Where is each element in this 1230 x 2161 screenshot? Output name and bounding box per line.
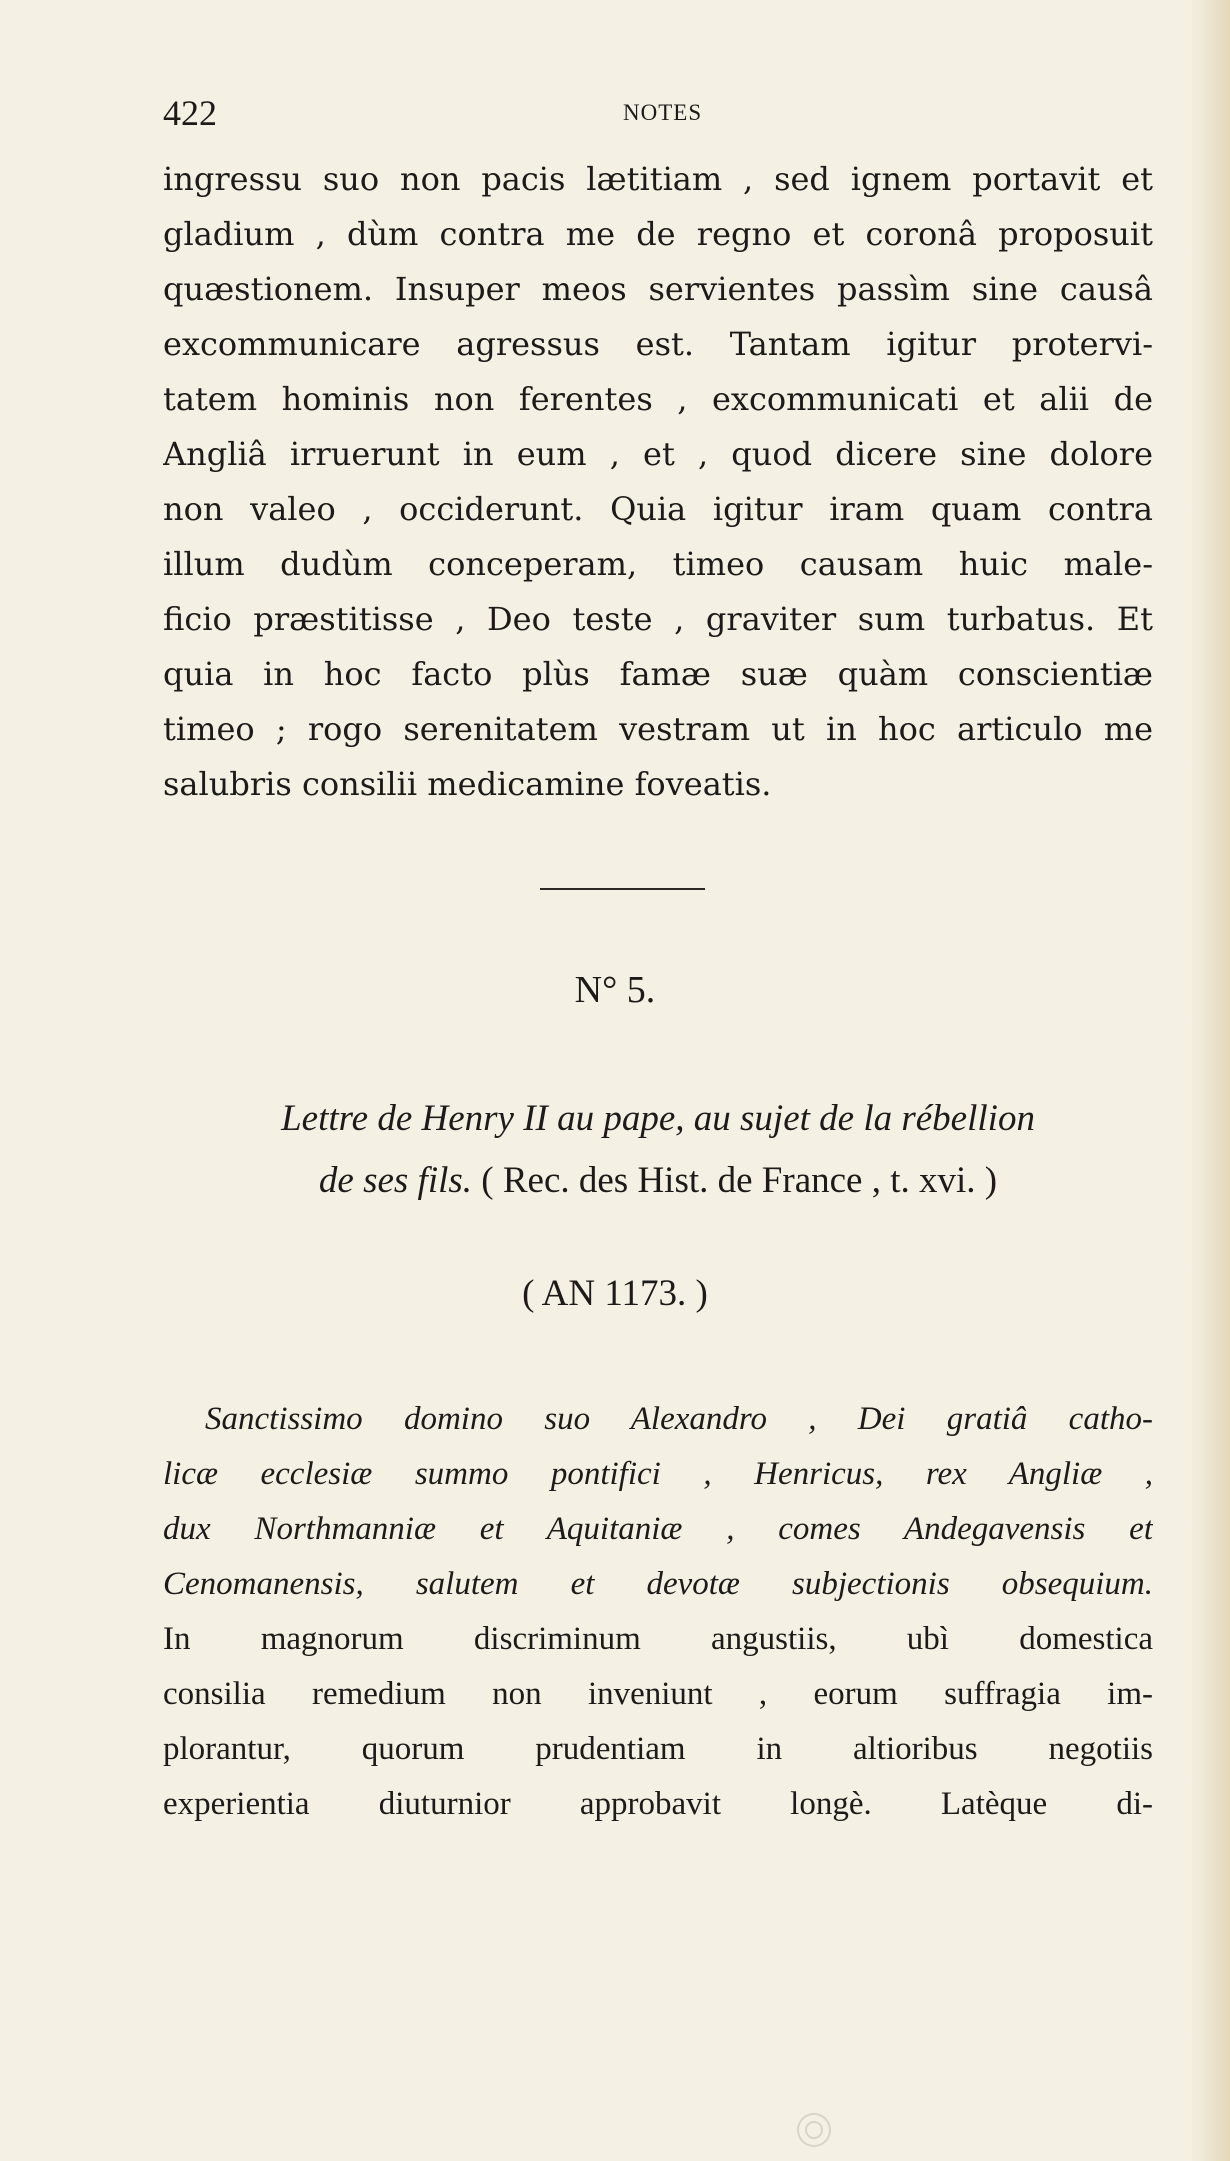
text-line: tatem hominis non ferentes , excommunicati et alii de — [163, 380, 1153, 418]
page-gutter-shadow — [1190, 0, 1230, 2161]
letter-line: consilia remedium non inveniunt , eorum suffragia im- — [163, 1676, 1153, 1712]
title-italic-fragment: de ses fils. — [318, 1160, 473, 1201]
text-line: non valeo , occiderunt. Quia igitur iram quam contra — [163, 490, 1153, 528]
text-line: ficio præstitisse , Deo teste , graviter sum turbatus. Et — [163, 600, 1153, 638]
document-number: N° 5. — [574, 969, 656, 1011]
text-line: illum dudùm conceperam, timeo causam huic male- — [163, 545, 1153, 583]
letter-line: experientia diuturnior approbavit longè. Latèque di- — [163, 1786, 1153, 1822]
letter-text — [163, 1612, 1153, 1832]
text-line: Angliâ irruerunt in eum , et , quod dicere sine dolore — [163, 435, 1153, 473]
salutation-line: dux Northmanniæ et Aquitaniæ , comes Andegavensis et — [163, 1511, 1153, 1547]
text-line: excommunicare agressus est. Tantam igitur protervi- — [163, 325, 1153, 363]
salutation-line: licæ ecclesiæ summo pontifici , Henricus, rex Angliæ , — [163, 1456, 1153, 1492]
text-line: ingressu suo non pacis lætitiam , sed ignem portavit et — [163, 160, 1153, 198]
text-line: gladium , dùm contra me de regno et coronâ proposuit — [163, 215, 1153, 253]
title-source: ( Rec. des Hist. de France , t. xvi. ) — [481, 1160, 998, 1201]
date-line: ( AN 1173. ) — [522, 1273, 708, 1314]
salutation-line: Sanctissimo domino suo Alexandro , Dei gratiâ catho- — [205, 1401, 1153, 1437]
salutation-block — [163, 1392, 1153, 1612]
letter-line: In magnorum discriminum angustiis, ubì domestica — [163, 1621, 1153, 1657]
faint-stamp-icon — [790, 2110, 838, 2150]
page-number: 422 — [163, 93, 217, 133]
running-head: NOTES — [623, 100, 703, 125]
section-divider — [540, 888, 705, 890]
text-line: quia in hoc facto plùs famæ suæ quàm conscientiæ — [163, 655, 1153, 693]
document-title — [163, 1088, 1153, 1212]
text-line: quæstionem. Insuper meos servientes passìm sine causâ — [163, 270, 1153, 308]
salutation-line: Cenomanensis, salutem et devotæ subjectionis obsequium. — [163, 1566, 1153, 1602]
body-text — [163, 152, 1153, 812]
text-line-last: salubris consilii medicamine foveatis. — [163, 765, 772, 803]
title-line-1: Lettre de Henry II au pape, au sujet de la rébellion — [281, 1098, 1035, 1139]
page-header — [163, 92, 1153, 132]
title-line-2 — [163, 1150, 1153, 1212]
letter-line: plorantur, quorum prudentiam in altioribus negotiis — [163, 1731, 1153, 1767]
text-line: timeo ; rogo serenitatem vestram ut in hoc articulo me — [163, 710, 1153, 748]
